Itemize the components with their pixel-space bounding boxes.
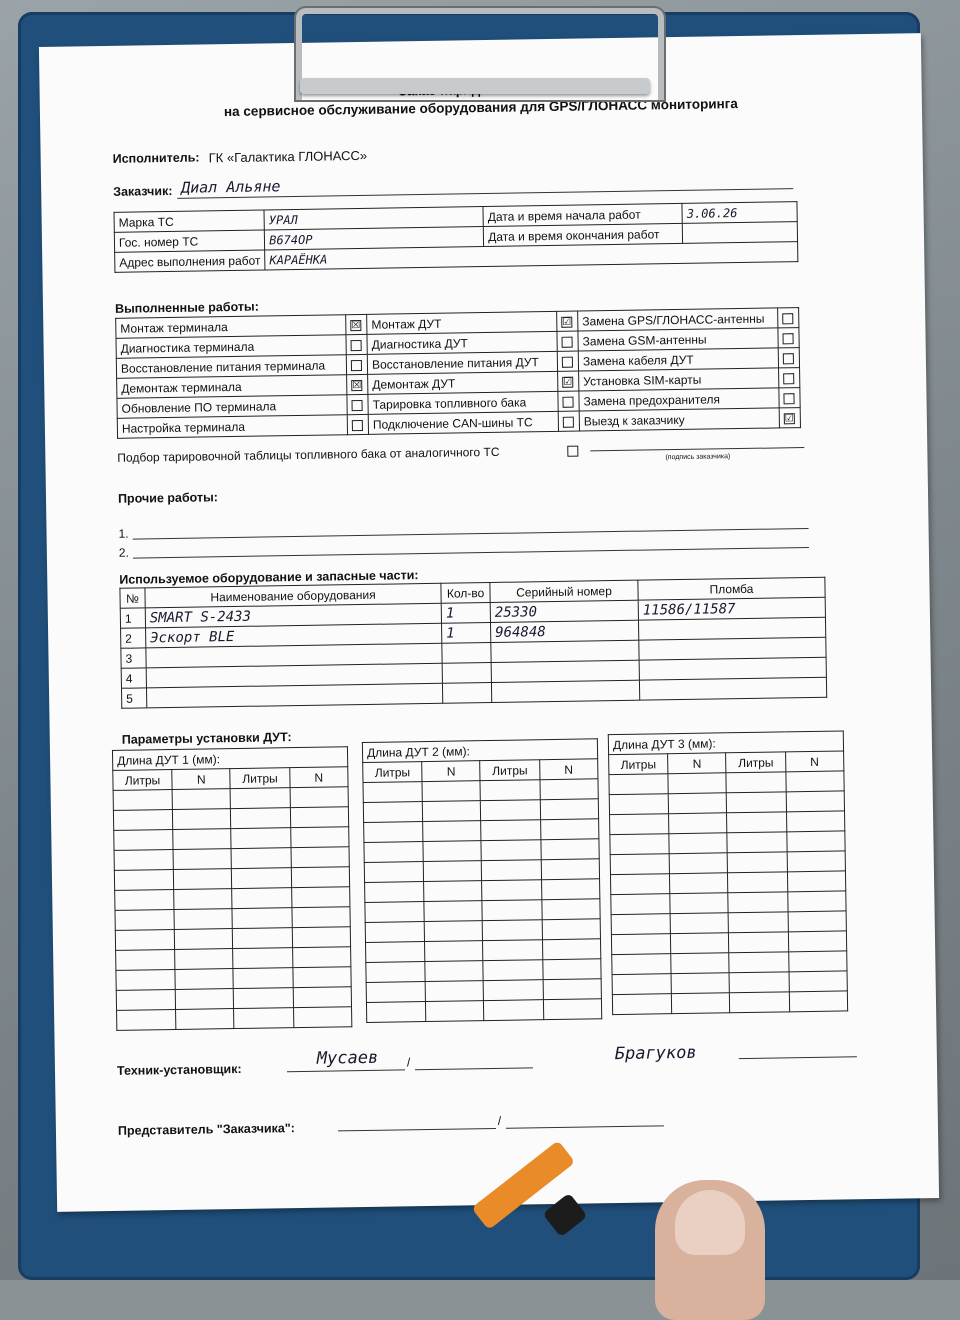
- dut-col-header: Литры: [113, 769, 172, 790]
- rep-line-1: [338, 1128, 496, 1131]
- dut-cell[interactable]: [787, 871, 846, 892]
- dut-cell[interactable]: [728, 872, 787, 893]
- dut-cell[interactable]: [670, 913, 729, 934]
- dut-cell[interactable]: [425, 961, 484, 982]
- work-item-checkbox-cell: [777, 308, 798, 328]
- customer-value: Диал Альяне: [180, 177, 281, 197]
- dut-cell[interactable]: [422, 781, 481, 802]
- dut-cell[interactable]: [727, 812, 786, 833]
- work-item-checkbox-cell: [557, 371, 578, 391]
- dut-cell[interactable]: [541, 879, 600, 900]
- dut-title: Длина ДУТ 2 (мм):: [362, 739, 597, 763]
- dut-cell[interactable]: [483, 940, 542, 961]
- work-item-checkbox[interactable]: ☑: [562, 316, 572, 328]
- work-item-label: Диагностика терминала: [116, 335, 346, 359]
- dut-cell[interactable]: [541, 839, 600, 860]
- executor-value: ГК «Галактика ГЛОНАСС»: [208, 147, 368, 166]
- dut-cell[interactable]: [612, 954, 671, 975]
- equipment-serial: 964848: [490, 620, 638, 642]
- dut-cell[interactable]: [610, 834, 669, 855]
- dut-cell[interactable]: [542, 919, 601, 940]
- dut-cell[interactable]: [426, 1001, 485, 1022]
- equipment-qty: [443, 682, 492, 703]
- dut-cell[interactable]: [671, 953, 730, 974]
- work-item-checkbox-cell: [347, 374, 368, 394]
- work-item-checkbox[interactable]: [563, 416, 574, 427]
- dut-cell[interactable]: [424, 921, 483, 942]
- work-item-label: Демонтаж терминала: [117, 375, 347, 399]
- dut-cell[interactable]: [363, 802, 422, 823]
- dut-cell[interactable]: [612, 994, 671, 1015]
- dut-cell[interactable]: [610, 854, 669, 875]
- dut-cell[interactable]: [365, 882, 424, 903]
- dut-cell[interactable]: [176, 1009, 235, 1030]
- dut-cell[interactable]: [173, 809, 232, 830]
- work-item-checkbox-cell: [347, 414, 368, 434]
- equipment-seal: [639, 677, 826, 700]
- dut-cell[interactable]: [672, 993, 731, 1014]
- dut-cell[interactable]: [114, 849, 173, 870]
- dut-table-2: [362, 738, 602, 1023]
- equipment-n: 4: [121, 668, 146, 688]
- dut-table-3: [608, 730, 848, 1015]
- dut-cell[interactable]: [671, 933, 730, 954]
- work-item-checkbox[interactable]: [351, 340, 362, 351]
- work-item-label: Замена GPS/ГЛОНАСС-антенны: [578, 308, 778, 331]
- dut-cell[interactable]: [116, 969, 175, 990]
- work-item-checkbox[interactable]: ☒: [352, 379, 362, 391]
- dut-cell[interactable]: [610, 814, 669, 835]
- customer-label: Заказчик:: [113, 183, 173, 199]
- equipment-serial: [491, 640, 639, 662]
- dut-cell[interactable]: [292, 927, 351, 948]
- work-item-label: Монтаж ДУТ: [367, 311, 557, 334]
- work-item-checkbox-cell: [346, 354, 367, 374]
- dut-cell[interactable]: [424, 881, 483, 902]
- equipment-qty: [442, 642, 491, 663]
- dut-cell[interactable]: [114, 869, 173, 890]
- dut-cell[interactable]: [540, 819, 599, 840]
- dut-cell[interactable]: [113, 789, 172, 810]
- work-item-label: Замена кабеля ДУТ: [578, 348, 778, 371]
- dut-cell[interactable]: [174, 929, 233, 950]
- dut-cell[interactable]: [540, 799, 599, 820]
- dut-cell[interactable]: [366, 962, 425, 983]
- work-item-checkbox[interactable]: ☑: [784, 413, 794, 425]
- dut-cell[interactable]: [365, 922, 424, 943]
- work-item-checkbox[interactable]: [561, 336, 572, 347]
- dut-cell[interactable]: [542, 959, 601, 980]
- dut-cell[interactable]: [364, 862, 423, 883]
- work-item-checkbox[interactable]: [562, 356, 573, 367]
- dut-cell[interactable]: [113, 809, 172, 830]
- dut-cell[interactable]: [612, 974, 671, 995]
- other-line-1-num: 1.: [118, 526, 129, 541]
- dut-cell[interactable]: [728, 852, 787, 873]
- dut-cell[interactable]: [668, 793, 727, 814]
- dut-cell[interactable]: [290, 787, 349, 808]
- dut-cell[interactable]: [788, 931, 847, 952]
- dut-col-header: N: [539, 759, 598, 780]
- dut-col-header: Литры: [230, 768, 289, 789]
- work-item-label: Восстановление питания ДУТ: [367, 351, 557, 374]
- dut-row: [117, 1007, 352, 1031]
- dut-cell[interactable]: [363, 782, 422, 803]
- dut-cell[interactable]: [232, 888, 291, 909]
- work-item-label: Установка SIM-карты: [579, 368, 779, 391]
- dut-cell[interactable]: [789, 971, 848, 992]
- dut-cell[interactable]: [670, 893, 729, 914]
- signature-caption: (подпись заказчика): [665, 453, 731, 462]
- dut-cell[interactable]: [482, 880, 541, 901]
- title-line-2: на сервисное обслуживание оборудования для GPS/ГЛОНАСС мониторинга: [223, 96, 738, 120]
- dut-cell[interactable]: [173, 829, 232, 850]
- dut-cell[interactable]: [609, 774, 668, 795]
- dut-cell[interactable]: [364, 842, 423, 863]
- equipment-header: Наименование оборудования: [145, 583, 441, 608]
- dut-cell[interactable]: [786, 831, 845, 852]
- work-item-checkbox[interactable]: [783, 393, 794, 404]
- dut-cell[interactable]: [115, 929, 174, 950]
- work-item-checkbox[interactable]: ☑: [563, 376, 573, 388]
- work-item-checkbox-cell: [347, 394, 368, 414]
- dut-cell[interactable]: [670, 873, 729, 894]
- dut-cell[interactable]: [788, 951, 847, 972]
- equipment-table: [119, 577, 827, 709]
- dut-cell[interactable]: [116, 989, 175, 1010]
- dut-cell[interactable]: [231, 808, 290, 829]
- work-item-checkbox-cell: [346, 314, 367, 334]
- brand-label: Марка ТС: [114, 210, 264, 232]
- work-item-checkbox-cell: [557, 331, 578, 351]
- dut-cell[interactable]: [175, 989, 234, 1010]
- dut-cell[interactable]: [729, 912, 788, 933]
- brand-value: УРАЛ: [264, 207, 483, 230]
- works-heading: Выполненные работы:: [114, 299, 259, 316]
- dut-cell[interactable]: [173, 849, 232, 870]
- work-item-checkbox[interactable]: [782, 333, 793, 344]
- work-item-checkbox-cell: [558, 411, 579, 431]
- tariff-checkbox[interactable]: [567, 446, 578, 457]
- dut-cell[interactable]: [293, 967, 352, 988]
- dut-col-header: N: [422, 761, 481, 782]
- dut-cell[interactable]: [727, 792, 786, 813]
- tech-signature-2: Брагуков: [614, 1042, 697, 1065]
- dut-cell[interactable]: [365, 902, 424, 923]
- dut-cell[interactable]: [423, 841, 482, 862]
- dut-cell[interactable]: [291, 847, 350, 868]
- clipboard-clip-bar: [300, 78, 650, 94]
- dut-col-header: Литры: [363, 762, 422, 783]
- work-item-label: Восстановление питания терминала: [116, 355, 346, 379]
- end-value: [682, 222, 797, 244]
- other-line-2-num: 2.: [118, 545, 129, 560]
- dut-cell[interactable]: [482, 860, 541, 881]
- other-line-1: [133, 528, 809, 540]
- equipment-qty: 1: [442, 622, 491, 643]
- dut-cell[interactable]: [786, 811, 845, 832]
- works-table: [115, 307, 801, 439]
- work-item-checkbox[interactable]: ☒: [351, 319, 361, 331]
- dut-cell[interactable]: [233, 968, 292, 989]
- dut-title: Длина ДУТ 1 (мм):: [112, 747, 347, 771]
- dut-cell[interactable]: [232, 868, 291, 889]
- dut-cell[interactable]: [787, 891, 846, 912]
- work-item-label: Монтаж терминала: [116, 315, 346, 339]
- dut-col-header: N: [668, 753, 727, 774]
- work-item-checkbox-cell: [778, 368, 799, 388]
- work-item-checkbox-cell: [558, 391, 579, 411]
- dut-cell[interactable]: [115, 909, 174, 930]
- dut-cell[interactable]: [730, 992, 789, 1013]
- dut-cell[interactable]: [541, 859, 600, 880]
- dut-col-header: N: [785, 751, 844, 772]
- dut-cell[interactable]: [484, 980, 543, 1001]
- tariff-label: Подбор тарировочной таблицы топливного бака от аналогичного ТС: [117, 444, 500, 465]
- tech-line-2: [415, 1067, 533, 1070]
- dut-cell[interactable]: [292, 907, 351, 928]
- work-item-checkbox-cell: [779, 388, 800, 408]
- dut-cell[interactable]: [114, 829, 173, 850]
- dut-cell[interactable]: [231, 828, 290, 849]
- dut-cell[interactable]: [671, 973, 730, 994]
- work-order-sheet: [39, 33, 939, 1212]
- dut-cell[interactable]: [482, 900, 541, 921]
- equipment-serial: [491, 680, 639, 702]
- customer-signature-line: [590, 447, 804, 451]
- rep-label: Представитель "Заказчика":: [117, 1121, 295, 1138]
- equipment-heading: Используемое оборудование и запасные части:: [119, 568, 419, 587]
- tech-line-1: [287, 1069, 405, 1072]
- work-item-checkbox[interactable]: [352, 420, 363, 431]
- dut-cell[interactable]: [484, 1000, 543, 1021]
- dut-cell[interactable]: [786, 771, 845, 792]
- work-item-checkbox-cell: [557, 311, 578, 331]
- dut-cell[interactable]: [425, 981, 484, 1002]
- dut-cell[interactable]: [481, 800, 540, 821]
- dut-cell[interactable]: [787, 851, 846, 872]
- dut-cell[interactable]: [174, 869, 233, 890]
- equipment-header: Пломба: [638, 577, 825, 600]
- dut-cell[interactable]: [233, 928, 292, 949]
- dut-cell[interactable]: [425, 941, 484, 962]
- start-label: Дата и время начала работ: [483, 203, 682, 226]
- dut-table-1: [112, 746, 352, 1031]
- dut-title: Длина ДУТ 3 (мм):: [608, 731, 843, 755]
- tech-label: Техник-установщик:: [116, 1061, 242, 1078]
- work-item-checkbox[interactable]: [351, 400, 362, 411]
- dut-cell[interactable]: [669, 813, 728, 834]
- dut-cell[interactable]: [172, 789, 231, 810]
- dut-cell[interactable]: [669, 853, 728, 874]
- other-line-2: [133, 547, 809, 559]
- work-item-label: Выезд к заказчику: [579, 408, 779, 431]
- dut-cell[interactable]: [290, 807, 349, 828]
- work-item-label: Тарировка топливного бака: [368, 391, 558, 414]
- address-value: КАРАЁНКА: [265, 242, 798, 270]
- work-item-checkbox-cell: [778, 328, 799, 348]
- dut-cell[interactable]: [609, 794, 668, 815]
- dut-cell[interactable]: [728, 892, 787, 913]
- dut-cell[interactable]: [232, 908, 291, 929]
- work-item-label: Подключение CAN-шины ТС: [368, 411, 558, 434]
- dut-cell[interactable]: [291, 887, 350, 908]
- dut-cell[interactable]: [729, 952, 788, 973]
- dut-heading: Параметры установки ДУТ:: [121, 730, 292, 747]
- dut-cell[interactable]: [611, 934, 670, 955]
- work-item-checkbox[interactable]: [782, 313, 793, 324]
- equipment-n: 1: [120, 608, 145, 628]
- dut-cell[interactable]: [423, 861, 482, 882]
- address-label: Адрес выполнения работ: [115, 250, 265, 272]
- dut-cell[interactable]: [543, 999, 602, 1020]
- dut-cell[interactable]: [726, 772, 785, 793]
- dut-cell[interactable]: [424, 901, 483, 922]
- equipment-n: 5: [121, 688, 146, 708]
- dut-cell[interactable]: [232, 848, 291, 869]
- dut-cell[interactable]: [481, 840, 540, 861]
- rep-slash: /: [497, 1113, 502, 1128]
- dut-cell[interactable]: [175, 969, 234, 990]
- dut-cell[interactable]: [174, 889, 233, 910]
- dut-cell[interactable]: [175, 949, 234, 970]
- dut-cell[interactable]: [611, 894, 670, 915]
- work-item-label: Настройка терминала: [117, 415, 347, 439]
- dut-cell[interactable]: [234, 988, 293, 1009]
- dut-cell[interactable]: [366, 1002, 425, 1023]
- work-item-label: Демонтаж ДУТ: [368, 371, 558, 394]
- tech-slash: /: [406, 1055, 411, 1070]
- executor-label: Исполнитель:: [112, 150, 200, 166]
- thumbnail: [675, 1190, 745, 1255]
- tech-line-3: [739, 1056, 857, 1059]
- work-item-label: Замена GSM-антенны: [578, 328, 778, 351]
- work-item-checkbox-cell: [557, 351, 578, 371]
- vehicle-table: [114, 201, 799, 273]
- plate-label: Гос. номер ТС: [114, 230, 264, 252]
- dut-cell[interactable]: [481, 820, 540, 841]
- equipment-qty: 1: [441, 602, 490, 623]
- dut-col-header: N: [172, 769, 231, 790]
- dut-cell[interactable]: [729, 932, 788, 953]
- dut-cell[interactable]: [115, 889, 174, 910]
- equipment-header: Кол-во: [441, 582, 490, 603]
- dut-cell[interactable]: [366, 942, 425, 963]
- tech-signature-1: Мусаев: [316, 1047, 379, 1069]
- dut-cell[interactable]: [233, 948, 292, 969]
- dut-cell[interactable]: [364, 822, 423, 843]
- dut-cell[interactable]: [293, 1007, 352, 1028]
- dut-cell[interactable]: [422, 801, 481, 822]
- work-item-label: Диагностика ДУТ: [367, 331, 557, 354]
- dut-cell[interactable]: [117, 1009, 176, 1030]
- equipment-name: SMART S-2433: [145, 603, 441, 628]
- dut-row: [366, 999, 601, 1023]
- work-item-label: Обновление ПО терминала: [117, 395, 347, 419]
- dut-cell[interactable]: [366, 982, 425, 1003]
- dut-cell[interactable]: [116, 949, 175, 970]
- start-value: 3.06.26: [682, 202, 797, 224]
- dut-cell[interactable]: [483, 920, 542, 941]
- dut-cell[interactable]: [542, 939, 601, 960]
- equipment-n: 2: [121, 628, 146, 648]
- equipment-header: №: [120, 588, 145, 608]
- dut-cell[interactable]: [730, 972, 789, 993]
- dut-cell[interactable]: [480, 780, 539, 801]
- end-label: Дата и время окончания работ: [483, 223, 682, 246]
- work-item-checkbox[interactable]: [783, 353, 794, 364]
- dut-cell[interactable]: [543, 979, 602, 1000]
- dut-cell[interactable]: [611, 914, 670, 935]
- dut-cell[interactable]: [789, 991, 848, 1012]
- dut-cell[interactable]: [483, 960, 542, 981]
- dut-cell[interactable]: [291, 867, 350, 888]
- equipment-name: [146, 683, 442, 708]
- dut-cell[interactable]: [788, 911, 847, 932]
- equipment-serial: [491, 660, 639, 682]
- equipment-name: Эскорт BLE: [145, 623, 441, 648]
- equipment-serial: 25330: [490, 600, 638, 622]
- equipment-n: 3: [121, 648, 146, 668]
- work-item-checkbox-cell: [346, 334, 367, 354]
- dut-cell[interactable]: [786, 791, 845, 812]
- dut-cell[interactable]: [727, 832, 786, 853]
- work-item-checkbox[interactable]: [562, 396, 573, 407]
- dut-cell[interactable]: [610, 874, 669, 895]
- dut-cell[interactable]: [668, 773, 727, 794]
- rep-line-2: [506, 1125, 664, 1128]
- dut-cell[interactable]: [292, 947, 351, 968]
- dut-cell[interactable]: [174, 909, 233, 930]
- dut-cell[interactable]: [540, 779, 599, 800]
- dut-cell[interactable]: [234, 1008, 293, 1029]
- work-item-checkbox[interactable]: [351, 360, 362, 371]
- equipment-seal: 11586/11587: [638, 597, 825, 620]
- dut-cell[interactable]: [423, 821, 482, 842]
- dut-row: [612, 991, 847, 1015]
- work-item-checkbox-cell: [778, 348, 799, 368]
- dut-cell[interactable]: [293, 987, 352, 1008]
- dut-cell[interactable]: [231, 788, 290, 809]
- dut-col-header: N: [289, 767, 348, 788]
- work-item-checkbox[interactable]: [783, 373, 794, 384]
- equipment-qty: [442, 662, 491, 683]
- dut-cell[interactable]: [290, 827, 349, 848]
- dut-col-header: Литры: [480, 760, 539, 781]
- work-item-label: Замена предохранителя: [579, 388, 779, 411]
- dut-cell[interactable]: [542, 899, 601, 920]
- dut-col-header: Литры: [609, 754, 668, 775]
- plate-value: В674ОР: [264, 227, 483, 250]
- dut-cell[interactable]: [669, 833, 728, 854]
- dut-col-header: Литры: [726, 752, 785, 773]
- work-item-checkbox-cell: [779, 408, 800, 428]
- equipment-header: Серийный номер: [490, 580, 638, 602]
- other-heading: Прочие работы:: [117, 490, 219, 506]
